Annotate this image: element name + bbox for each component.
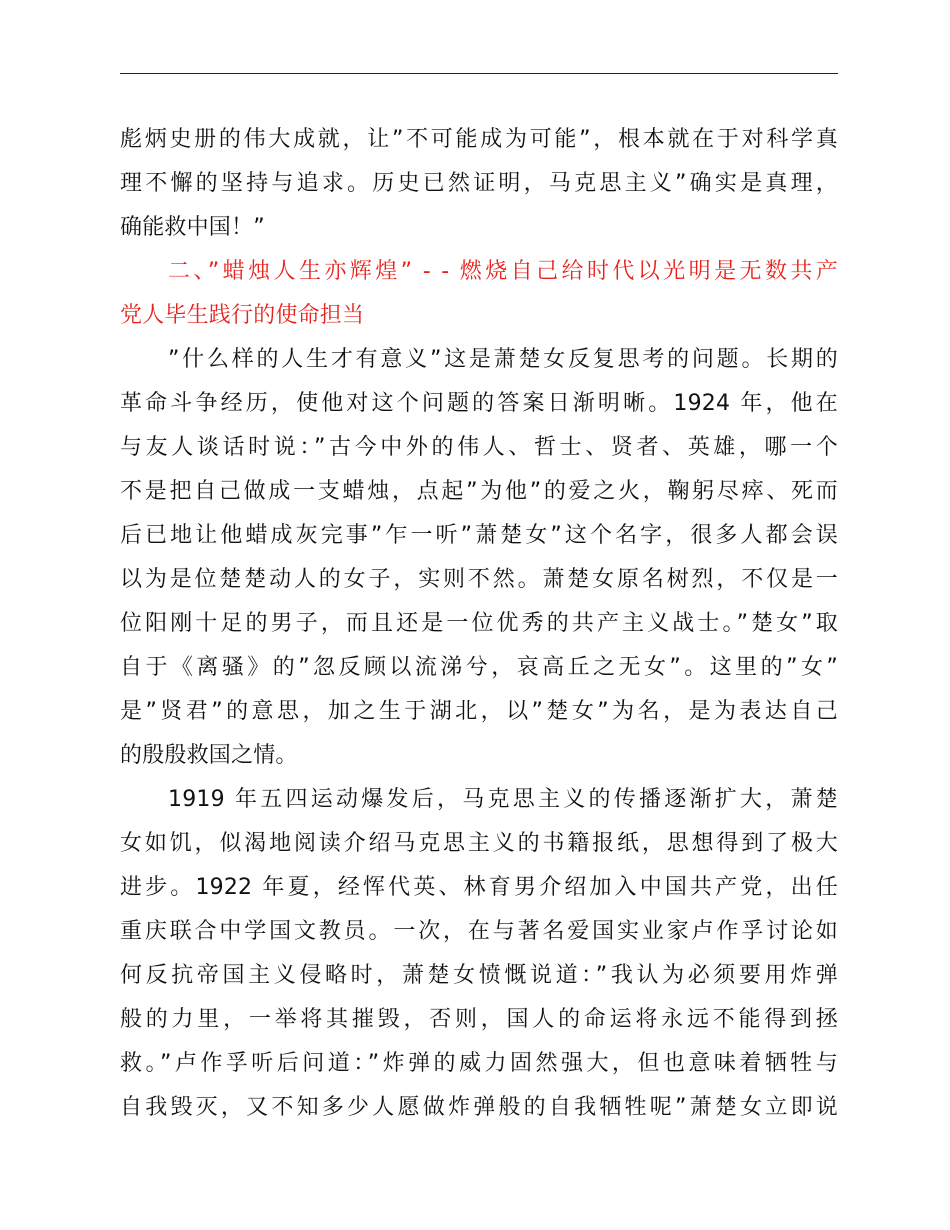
paragraph-line: 女如饥，似渴地阅读介绍马克思主义的书籍报纸，思想得到了极大	[120, 831, 838, 856]
paragraph-line: 自我毁灭，又不知多少人愿做炸弹般的自我牺牲呢”萧楚女立即说	[120, 1095, 838, 1120]
paragraph-line: 确能救中国！”	[120, 215, 265, 240]
paragraph-line: 不是把自己做成一支蜡烛，点起”为他”的爱之火，鞠躬尽瘁、死而	[120, 479, 838, 504]
document-body	[120, 118, 838, 1130]
paragraph-1	[120, 118, 838, 250]
paragraph-line: 自于《离骚》的”忽反顾以流涕兮，哀高丘之无女”。这里的”女”	[120, 655, 838, 680]
paragraph-line: 进步。1922 年夏，经恽代英、林育男介绍加入中国共产党，出任	[120, 875, 838, 900]
paragraph-line: 位阳刚十足的男子，而且还是一位优秀的共产主义战士。”楚女”取	[120, 611, 838, 636]
paragraph-line: 的殷殷救国之情。	[120, 743, 298, 768]
paragraph-3	[120, 778, 838, 1130]
paragraph-line: 是”贤君”的意思，加之生于湖北，以”楚女”为名，是为表达自己	[120, 699, 838, 724]
section-heading	[120, 250, 838, 338]
paragraph-line: 般的力里，一举将其摧毁，否则，国人的命运将永远不能得到拯	[120, 1007, 838, 1032]
heading-line: 二、”蜡烛人生亦辉煌” - - 燃烧自己给时代以光明是无数共产	[168, 259, 838, 284]
paragraph-line: 理不懈的坚持与追求。历史已然证明，马克思主义”确实是真理，	[120, 171, 838, 196]
paragraph-line: 以为是位楚楚动人的女子，实则不然。萧楚女原名树烈，不仅是一	[120, 567, 838, 592]
paragraph-line: 革命斗争经历，使他对这个问题的答案日渐明晰。1924 年，他在	[120, 391, 838, 416]
paragraph-line: 何反抗帝国主义侵略时，萧楚女愤慨说道：”我认为必须要用炸弹	[120, 963, 838, 988]
paragraph-line: ”什么样的人生才有意义”这是萧楚女反复思考的问题。长期的	[168, 347, 838, 372]
header-rule	[120, 73, 838, 74]
paragraph-line: 重庆联合中学国文教员。一次，在与著名爱国实业家卢作孚讨论如	[120, 919, 838, 944]
paragraph-line: 后已地让他蜡成灰完事”乍一听”萧楚女”这个名字，很多人都会误	[120, 523, 838, 548]
paragraph-line: 救。”卢作孚听后问道：”炸弹的威力固然强大，但也意味着牺牲与	[120, 1051, 838, 1076]
paragraph-line: 与友人谈话时说：”古今中外的伟人、哲士、贤者、英雄，哪一个	[120, 435, 838, 460]
paragraph-line: 彪炳史册的伟大成就，让”不可能成为可能”，根本就在于对科学真	[120, 127, 838, 152]
heading-line: 党人毕生践行的使命担当	[120, 303, 365, 328]
paragraph-2	[120, 338, 838, 778]
paragraph-line: 1919 年五四运动爆发后，马克思主义的传播逐渐扩大，萧楚	[168, 787, 838, 812]
